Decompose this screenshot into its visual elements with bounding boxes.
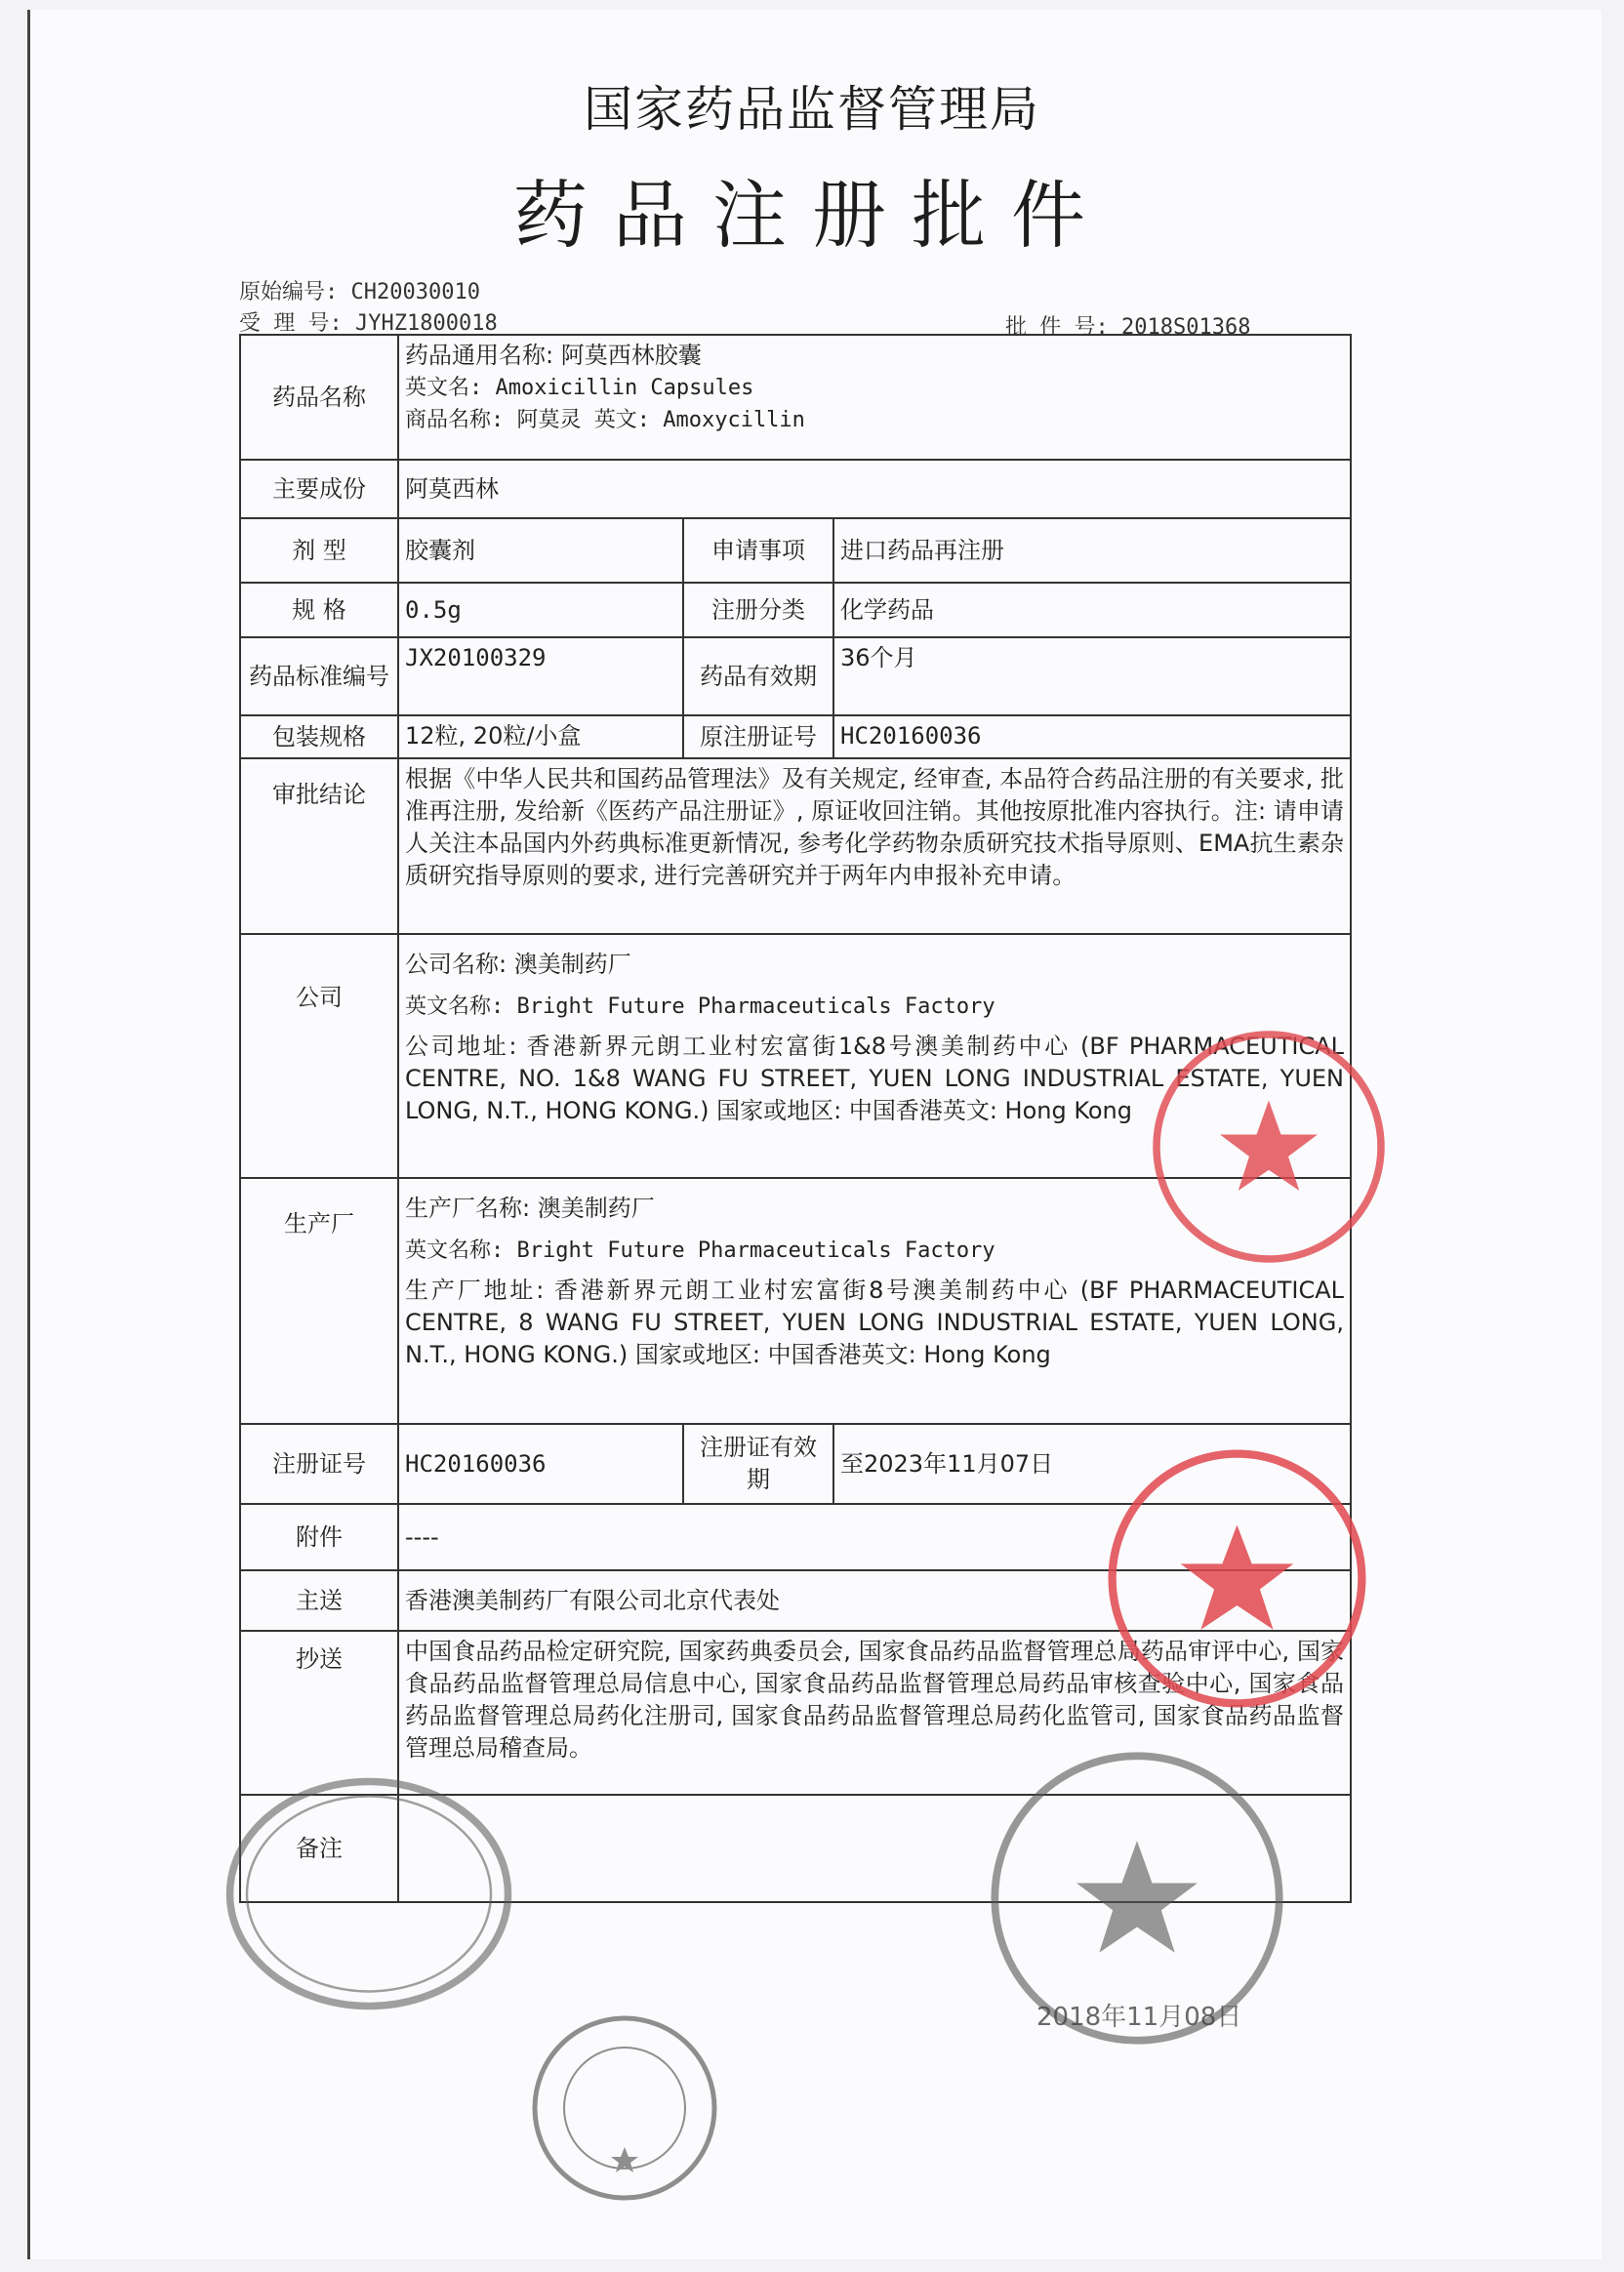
attachment-value: ---- — [398, 1504, 1351, 1570]
acceptance-number-value: JYHZ1800018 — [355, 311, 498, 336]
drug-name-cell — [398, 335, 1351, 460]
dosage-form-value: 胶囊剂 — [398, 518, 683, 583]
drug-name-label: 药品名称 — [240, 335, 398, 460]
acceptance-number-label: 受 理 号: — [239, 311, 343, 336]
row-spec — [240, 583, 1351, 637]
row-ingredient — [240, 460, 1351, 518]
english-name: 英文名: Amoxicillin Capsules — [405, 376, 754, 400]
row-conclusion — [240, 758, 1351, 934]
manufacturer-english-name: 英文名称: Bright Future Pharmaceuticals Factory — [405, 1238, 995, 1263]
validity-label: 药品有效期 — [683, 637, 833, 715]
row-remark — [240, 1795, 1351, 1902]
orig-cert-label: 原注册证号 — [683, 715, 833, 758]
package-value: 12粒, 20粒/小盒 — [398, 715, 683, 758]
row-cc — [240, 1631, 1351, 1795]
application-label: 申请事项 — [683, 518, 833, 583]
cc-label: 抄送 — [240, 1631, 398, 1795]
standard-value: JX20100329 — [398, 637, 683, 715]
cert-no-value: HC20160036 — [398, 1424, 683, 1504]
conclusion-text: 根据《中华人民共和国药品管理法》及有关规定, 经审查, 本品符合药品注册的有关要求, 批准再注册, 发给新《医药产品注册证》, 原证收回注销。其他按原批准内容执行。注: 请申请人关注本品国内外药典标准更新情况, 参考化学药物杂质研究技术指导原则、EMA抗生素杂质研究指导原则的要求, 进行完善研究并于两年内申报补充申请。 — [398, 758, 1351, 934]
approval-number-label: 批 件 号: — [1005, 315, 1109, 340]
company-name: 公司名称: 澳美制药厂 — [405, 951, 631, 978]
row-cert — [240, 1424, 1351, 1504]
document-title: 药品注册批件 — [513, 172, 1111, 259]
ingredient-value: 阿莫西林 — [398, 460, 1351, 518]
row-send-to — [240, 1570, 1351, 1631]
validity-value: 36个月 — [833, 637, 1351, 715]
row-manufacturer — [240, 1178, 1351, 1424]
manufacturer-cell — [398, 1178, 1351, 1424]
attachment-label: 附件 — [240, 1504, 398, 1570]
company-address: 公司地址: 香港新界元朗工业村宏富街1&8号澳美制药中心 (BF PHARMACEUTICAL CENTRE, NO. 1&8 WANG FU STREET, YUEN LONG INDUSTRIAL ESTATE, YUEN LONG, N.T., HONG KONG.) 国家或地区: 中国香港英文: Hong Kong — [405, 1033, 1344, 1124]
original-number-label: 原始编号: — [239, 280, 339, 304]
conclusion-label: 审批结论 — [240, 758, 398, 934]
generic-name: 药品通用名称: 阿莫西林胶囊 — [405, 342, 702, 369]
agency-heading: 国家药品监督管理局 — [584, 81, 1040, 138]
company-label: 公司 — [240, 934, 398, 1178]
send-to-label: 主送 — [240, 1570, 398, 1631]
row-company — [240, 934, 1351, 1178]
remark-value — [398, 1795, 1351, 1902]
company-cell — [398, 934, 1351, 1178]
original-number — [239, 275, 480, 305]
dosage-form-label: 剂 型 — [240, 518, 398, 583]
manufacturer-label: 生产厂 — [240, 1178, 398, 1424]
application-value: 进口药品再注册 — [833, 518, 1351, 583]
row-package — [240, 715, 1351, 758]
row-drug-name — [240, 335, 1351, 460]
approval-table — [239, 334, 1352, 1903]
row-attachment — [240, 1504, 1351, 1570]
remark-label: 备注 — [240, 1795, 398, 1902]
spec-value: 0.5g — [398, 583, 683, 637]
original-number-value: CH20030010 — [350, 280, 480, 304]
sfda-seal-date: 2018年11月08日 — [1036, 2003, 1242, 2032]
row-dosage-form — [240, 518, 1351, 583]
ingredient-label: 主要成份 — [240, 460, 398, 518]
cert-no-label: 注册证号 — [240, 1424, 398, 1504]
company-english-name: 英文名称: Bright Future Pharmaceuticals Factory — [405, 994, 995, 1019]
send-to-value: 香港澳美制药厂有限公司北京代表处 — [398, 1570, 1351, 1631]
acceptance-number — [239, 306, 498, 337]
standard-label: 药品标准编号 — [240, 637, 398, 715]
cert-valid-value: 至2023年11月07日 — [833, 1424, 1351, 1504]
manufacturer-address: 生产厂地址: 香港新界元朗工业村宏富街8号澳美制药中心 (BF PHARMACEUTICAL CENTRE, 8 WANG FU STREET, YUEN LONG INDUSTRIAL ESTATE, YUEN LONG, N.T., HONG KONG.) 国家或地区: 中国香港英文: Hong Kong — [405, 1277, 1344, 1368]
category-value: 化学药品 — [833, 583, 1351, 637]
cert-valid-label: 注册证有效期 — [683, 1424, 833, 1504]
package-label: 包装规格 — [240, 715, 398, 758]
spec-label: 规 格 — [240, 583, 398, 637]
orig-cert-value: HC20160036 — [833, 715, 1351, 758]
approval-number-value: 2018S01368 — [1121, 315, 1251, 340]
trade-name: 商品名称: 阿莫灵 英文: Amoxycillin — [405, 408, 805, 432]
category-label: 注册分类 — [683, 583, 833, 637]
manufacturer-name: 生产厂名称: 澳美制药厂 — [405, 1195, 655, 1222]
cc-text: 中国食品药品检定研究院, 国家药典委员会, 国家食品药品监督管理总局药品审评中心, 国家食品药品监督管理总局信息中心, 国家食品药品监督管理总局药品审核查验中心, 国家食品药品监督管理总局药化注册司, 国家食品药品监督管理总局药化监管司, 国家食品药品监督管理总局稽查局。 — [398, 1631, 1351, 1795]
row-standard — [240, 637, 1351, 715]
